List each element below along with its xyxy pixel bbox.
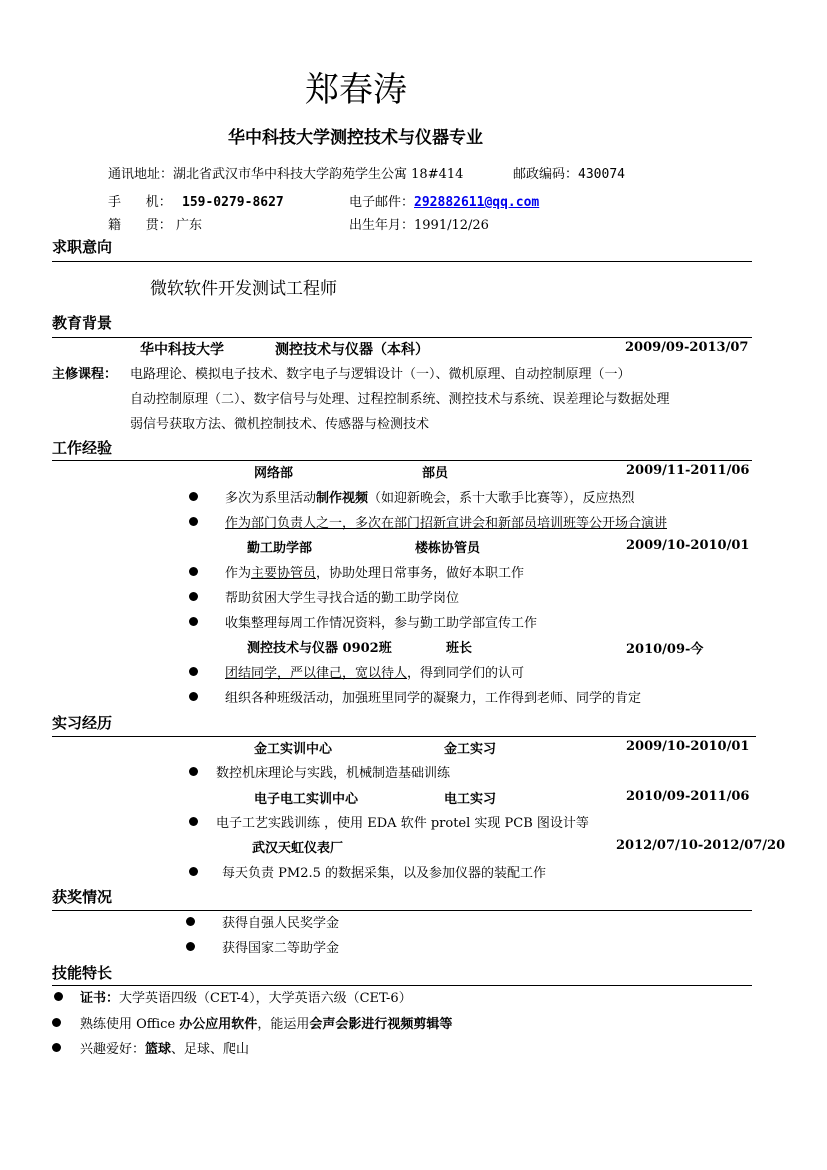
work-period: 2010/09-今 (626, 642, 704, 657)
list-item (80, 1038, 249, 1057)
list-item: 每天负责 PM2.5 的数据采集，以及参加仪器的装配工作 (222, 866, 546, 881)
address-value: 湖北省武汉市华中科技大学韵苑学生公寓 18#414 (173, 167, 464, 182)
bullet-icon (186, 917, 195, 926)
item-bold: 篮球 (145, 1042, 172, 1057)
list-item: 获得国家二等助学金 (222, 941, 340, 956)
birth-value: 1991/12/26 (414, 218, 489, 233)
list-item: 数控机床理论与实践，机械制造基础训练 (216, 766, 451, 781)
list-item: 电子工艺实践训练 ，使用 EDA 软件 protel 实现 PCB 图设计等 (216, 816, 589, 831)
item-bold: 会声会影进行视频剪辑等 (309, 1017, 453, 1032)
address-label: 通讯地址： (108, 167, 174, 182)
bullet-icon (189, 817, 198, 826)
courses-line: 自动控制原理（二）、数字信号与处理、过程控制系统、测控技术与系统、误差理论与数据处理 (130, 392, 670, 407)
bullet-icon (189, 567, 198, 576)
postcode-value: 430074 (578, 167, 625, 182)
item-text: ，能运用 (257, 1017, 310, 1032)
intern-period: 2009/10-2010/01 (626, 739, 750, 754)
work-period: 2009/10-2010/01 (626, 538, 750, 553)
bullet-icon (54, 992, 63, 1001)
divider (52, 985, 752, 986)
bullet-icon (186, 942, 195, 951)
hobby-label: 兴趣爱好： (80, 1042, 146, 1057)
intern-org: 电子电工实训中心 (254, 792, 359, 807)
bullet-icon (189, 592, 198, 601)
bullet-icon (189, 667, 198, 676)
list-item (80, 1013, 452, 1032)
item-text: 多次为系里活动 (225, 491, 317, 506)
bullet-icon (52, 1018, 61, 1027)
divider (52, 736, 756, 737)
origin-row (108, 214, 202, 233)
list-item: 获得自强人民奖学金 (222, 916, 340, 931)
item-text: 、足球、爬山 (171, 1042, 250, 1057)
intern-org: 武汉天虹仪表厂 (252, 841, 344, 856)
postcode-label: 邮政编码： (513, 167, 579, 182)
item-text: ，得到同学们的认可 (407, 666, 525, 681)
work-org: 测控技术与仪器 0902班 (247, 641, 392, 656)
bullet-icon (189, 492, 198, 501)
intern-org: 金工实训中心 (254, 742, 333, 757)
item-text: （如迎新晚会，系十大歌手比赛等），反应热烈 (368, 491, 635, 506)
cert-text: 大学英语四级（CET-4），大学英语六级（CET-6） (119, 991, 412, 1006)
bullet-icon (189, 617, 198, 626)
divider (52, 261, 752, 262)
birth-row (349, 214, 489, 233)
item-underlined: 主要协管员 (251, 566, 317, 581)
email-label: 电子邮件： (349, 195, 415, 210)
item-bold: 办公应用软件 (179, 1017, 258, 1032)
address-row (108, 163, 463, 182)
list-item: 组织各种班级活动，加强班里同学的凝聚力，工作得到老师、同学的肯定 (225, 691, 642, 706)
item-text: ，协助处理日常事务，做好本职工作 (316, 566, 525, 581)
list-item (225, 562, 524, 581)
postcode-row (513, 163, 625, 182)
intern-role: 金工实习 (444, 742, 497, 757)
cert-label: 证书： (80, 991, 120, 1006)
subtitle: 华中科技大学测控技术与仪器专业 (228, 128, 483, 148)
phone-label: 手 机： (108, 195, 172, 210)
divider (52, 910, 752, 911)
bullet-icon (189, 692, 198, 701)
phone-row (108, 191, 284, 210)
bullet-icon (189, 517, 198, 526)
edu-period: 2009/09-2013/07 (625, 340, 749, 355)
intern-period: 2012/07/10-2012/07/20 (616, 838, 786, 853)
origin-value: 广东 (176, 218, 203, 233)
email-row (349, 191, 539, 210)
bullet-icon (189, 767, 198, 776)
list-item (225, 487, 635, 506)
section-skills: 技能特长 (52, 964, 113, 982)
work-period: 2009/11-2011/06 (626, 463, 750, 478)
section-education: 教育背景 (52, 314, 113, 332)
divider (52, 460, 752, 461)
item-text: 熟练使用 Office (80, 1017, 180, 1032)
bullet-icon (189, 867, 198, 876)
work-role: 班长 (446, 641, 473, 656)
divider (52, 337, 752, 338)
section-internship: 实习经历 (52, 714, 113, 732)
work-org: 勤工助学部 (247, 541, 313, 556)
candidate-name: 郑春涛 (305, 70, 407, 110)
item-underlined: 团结同学，严以律己，宽以待人 (225, 666, 408, 681)
birth-label: 出生年月： (349, 218, 415, 233)
phone-value: 159-0279-8627 (182, 195, 284, 210)
section-awards: 获奖情况 (52, 888, 113, 906)
list-item (225, 662, 524, 681)
list-item: 作为部门负责人之一，多次在部门招新宣讲会和新部员培训班等公开场合演讲 (225, 516, 668, 531)
intern-period: 2010/09-2011/06 (626, 789, 750, 804)
origin-label: 籍 贯： (108, 218, 172, 233)
edu-major: 测控技术与仪器（本科） (275, 342, 429, 358)
courses-line: 弱信号获取方法、微机控制技术、传感器与检测技术 (130, 417, 430, 432)
work-role: 楼栋协管员 (415, 541, 481, 556)
work-org: 网络部 (254, 466, 294, 481)
courses-label: 主修课程： (52, 367, 118, 382)
intern-role: 电工实习 (444, 792, 497, 807)
list-item: 帮助贫困大学生寻找合适的勤工助学岗位 (225, 591, 460, 606)
email-link[interactable]: 292882611@qq.com (414, 195, 540, 210)
list-item (80, 987, 412, 1006)
list-item: 收集整理每周工作情况资料，参与勤工助学部宣传工作 (225, 616, 538, 631)
item-bold: 制作视频 (316, 491, 369, 506)
section-objective: 求职意向 (52, 238, 113, 256)
bullet-icon (52, 1043, 61, 1052)
objective-text: 微软软件开发测试工程师 (150, 279, 337, 299)
courses-line: 电路理论、模拟电子技术、数字电子与逻辑设计（一）、微机原理、自动控制原理（一） (130, 367, 631, 382)
section-work: 工作经验 (52, 439, 113, 457)
edu-school: 华中科技大学 (140, 342, 224, 358)
item-text: 作为 (225, 566, 252, 581)
work-role: 部员 (422, 466, 449, 481)
